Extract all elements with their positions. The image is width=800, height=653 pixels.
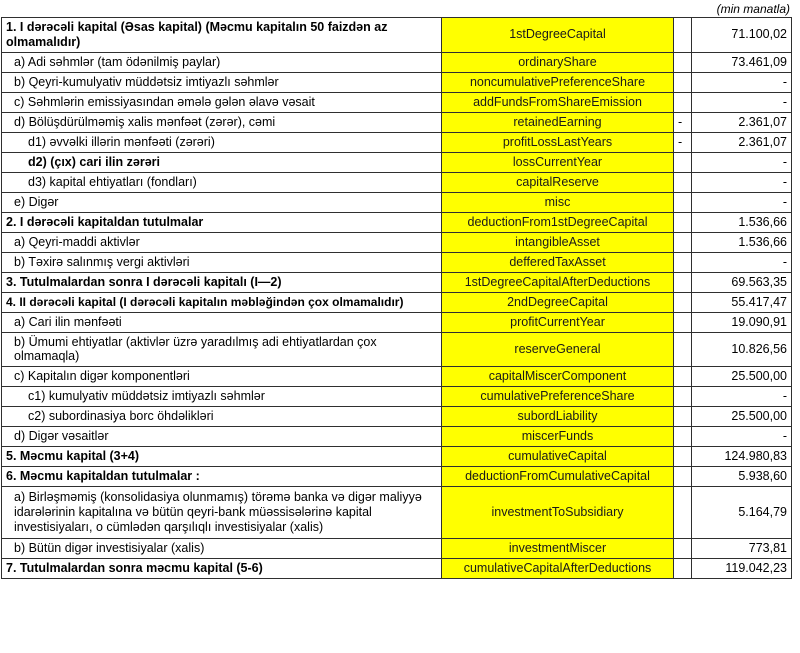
table-row xyxy=(2,539,792,559)
row-code: intangibleAsset xyxy=(442,232,674,252)
table-row xyxy=(2,487,792,539)
row-code: subordLiability xyxy=(442,407,674,427)
row-code: investmentMiscer xyxy=(442,539,674,559)
row-value: - xyxy=(692,152,792,172)
row-code: lossCurrentYear xyxy=(442,152,674,172)
row-sign xyxy=(674,387,692,407)
table-row xyxy=(2,52,792,72)
row-label: 2. I dərəcəli kapitaldan tutulmalar xyxy=(2,212,442,232)
row-label: b) Bütün digər investisiyalar (xalis) xyxy=(2,539,442,559)
row-code: misc xyxy=(442,192,674,212)
unit-note: (min manatla) xyxy=(716,1,790,16)
table-row xyxy=(2,172,792,192)
row-code: reserveGeneral xyxy=(442,332,674,367)
row-code: cumulativeCapital xyxy=(442,447,674,467)
table-row xyxy=(2,132,792,152)
row-value: 69.563,35 xyxy=(692,272,792,292)
row-label: d3) kapital ehtiyatları (fondları) xyxy=(2,172,442,192)
row-value: - xyxy=(692,252,792,272)
row-sign xyxy=(674,18,692,53)
row-label: d) Digər vəsaitlər xyxy=(2,427,442,447)
table-row xyxy=(2,152,792,172)
row-value: 1.536,66 xyxy=(692,212,792,232)
row-label: d2) (çıx) cari ilin zərəri xyxy=(2,152,442,172)
row-sign xyxy=(674,487,692,539)
table-row xyxy=(2,292,792,312)
row-sign xyxy=(674,152,692,172)
table-row xyxy=(2,18,792,53)
row-sign xyxy=(674,212,692,232)
table-row xyxy=(2,367,792,387)
row-sign xyxy=(674,172,692,192)
row-value: 25.500,00 xyxy=(692,367,792,387)
table-row xyxy=(2,92,792,112)
row-value: - xyxy=(692,427,792,447)
row-code: cumulativePreferenceShare xyxy=(442,387,674,407)
row-label: 6. Məcmu kapitaldan tutulmalar : xyxy=(2,467,442,487)
row-label: d) Bölüşdürülməmiş xalis mənfəət (zərər), cəmi xyxy=(2,112,442,132)
row-value: 55.417,47 xyxy=(692,292,792,312)
row-code: 1stDegreeCapitalAfterDeductions xyxy=(442,272,674,292)
row-code: defferedTaxAsset xyxy=(442,252,674,272)
table-row xyxy=(2,447,792,467)
row-value: 25.500,00 xyxy=(692,407,792,427)
capital-table-body xyxy=(2,18,792,579)
row-sign xyxy=(674,312,692,332)
row-code: cumulativeCapitalAfterDeductions xyxy=(442,559,674,579)
row-code: deductionFromCumulativeCapital xyxy=(442,467,674,487)
row-sign xyxy=(674,447,692,467)
table-row xyxy=(2,72,792,92)
row-value: - xyxy=(692,192,792,212)
row-label: 7. Tutulmalardan sonra məcmu kapital (5-6) xyxy=(2,559,442,579)
row-label: a) Birləşməmiş (konsolidasiya olunmamış) törəmə banka və digər maliyyə idarələrinin kapitalına və bütün qeyri-bank müəssisələrinə kapital investisiyaları, o cümlədən qarşılıqlı investisiyalar (xalis) xyxy=(2,487,442,539)
row-label: c) Səhmlərin emissiyasından əmələ gələn əlavə vəsait xyxy=(2,92,442,112)
row-value: 1.536,66 xyxy=(692,232,792,252)
row-sign xyxy=(674,539,692,559)
row-value: 10.826,56 xyxy=(692,332,792,367)
row-sign xyxy=(674,192,692,212)
row-sign xyxy=(674,467,692,487)
row-value: 773,81 xyxy=(692,539,792,559)
row-value: 73.461,09 xyxy=(692,52,792,72)
row-label: 1. I dərəcəli kapital (Əsas kapital) (Məcmu kapitalın 50 faizdən az olmamalıdır) xyxy=(2,18,442,53)
row-sign xyxy=(674,52,692,72)
row-label: e) Digər xyxy=(2,192,442,212)
row-sign: - xyxy=(674,112,692,132)
table-row xyxy=(2,252,792,272)
row-label: a) Adi səhmlər (tam ödənilmiş paylar) xyxy=(2,52,442,72)
row-value: - xyxy=(692,72,792,92)
table-row xyxy=(2,559,792,579)
table-row xyxy=(2,427,792,447)
row-value: - xyxy=(692,387,792,407)
row-label: a) Cari ilin mənfəəti xyxy=(2,312,442,332)
row-sign xyxy=(674,407,692,427)
row-code: 2ndDegreeCapital xyxy=(442,292,674,312)
row-code: addFundsFromShareEmission xyxy=(442,92,674,112)
row-sign xyxy=(674,427,692,447)
row-sign xyxy=(674,232,692,252)
row-code: capitalReserve xyxy=(442,172,674,192)
table-row xyxy=(2,467,792,487)
row-code: miscerFunds xyxy=(442,427,674,447)
row-label: b) Qeyri-kumulyativ müddətsiz imtiyazlı səhmlər xyxy=(2,72,442,92)
row-value: 2.361,07 xyxy=(692,132,792,152)
row-sign: - xyxy=(674,132,692,152)
unit-note-row xyxy=(0,0,800,17)
row-value: 71.100,02 xyxy=(692,18,792,53)
row-sign xyxy=(674,292,692,312)
row-value: 19.090,91 xyxy=(692,312,792,332)
row-label: 3. Tutulmalardan sonra I dərəcəli kapitalı (I—2) xyxy=(2,272,442,292)
row-value: 124.980,83 xyxy=(692,447,792,467)
row-code: profitLossLastYears xyxy=(442,132,674,152)
row-sign xyxy=(674,272,692,292)
row-code: 1stDegreeCapital xyxy=(442,18,674,53)
table-row xyxy=(2,112,792,132)
row-code: profitCurrentYear xyxy=(442,312,674,332)
row-label: c2) subordinasiya borc öhdəlikləri xyxy=(2,407,442,427)
row-value: 119.042,23 xyxy=(692,559,792,579)
row-code: noncumulativePreferenceShare xyxy=(442,72,674,92)
row-label: d1) əvvəlki illərin mənfəəti (zərəri) xyxy=(2,132,442,152)
row-code: capitalMiscerComponent xyxy=(442,367,674,387)
row-sign xyxy=(674,252,692,272)
table-row xyxy=(2,332,792,367)
capital-table xyxy=(1,17,792,579)
row-code: investmentToSubsidiary xyxy=(442,487,674,539)
table-row xyxy=(2,312,792,332)
row-label: b) Təxirə salınmış vergi aktivləri xyxy=(2,252,442,272)
row-sign xyxy=(674,72,692,92)
row-sign xyxy=(674,332,692,367)
row-value: 5.938,60 xyxy=(692,467,792,487)
row-value: 5.164,79 xyxy=(692,487,792,539)
row-code: ordinaryShare xyxy=(442,52,674,72)
row-code: retainedEarning xyxy=(442,112,674,132)
table-row xyxy=(2,232,792,252)
table-row xyxy=(2,272,792,292)
table-row xyxy=(2,407,792,427)
row-value: 2.361,07 xyxy=(692,112,792,132)
row-label: 4. II dərəcəli kapital (I dərəcəli kapitalın məbləğindən çox olmamalıdır) xyxy=(2,292,442,312)
row-label: 5. Məcmu kapital (3+4) xyxy=(2,447,442,467)
row-label: a) Qeyri-maddi aktivlər xyxy=(2,232,442,252)
row-label: b) Ümumi ehtiyatlar (aktivlər üzrə yaradılmış adi ehtiyatlardan çox olmamaqla) xyxy=(2,332,442,367)
row-label: c) Kapitalın digər komponentləri xyxy=(2,367,442,387)
row-value: - xyxy=(692,172,792,192)
row-sign xyxy=(674,92,692,112)
table-row xyxy=(2,387,792,407)
row-code: deductionFrom1stDegreeCapital xyxy=(442,212,674,232)
row-sign xyxy=(674,559,692,579)
table-row xyxy=(2,192,792,212)
table-row xyxy=(2,212,792,232)
row-sign xyxy=(674,367,692,387)
row-label: c1) kumulyativ müddətsiz imtiyazlı səhmlər xyxy=(2,387,442,407)
row-value: - xyxy=(692,92,792,112)
